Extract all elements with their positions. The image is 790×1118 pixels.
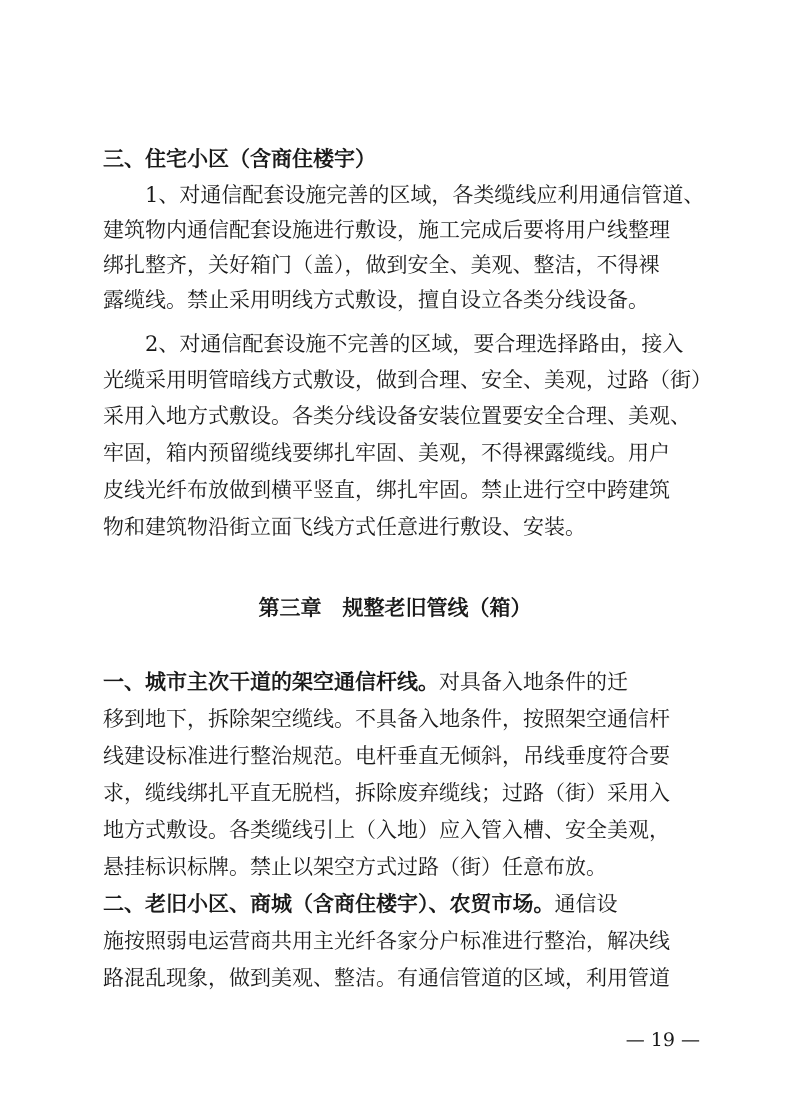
item-lead-rest: 通信设 (554, 892, 618, 916)
paragraph-line: 移到地下，拆除架空缆线。不具备入地条件，按照架空通信杆 (103, 707, 670, 731)
item-first-line (0, 669, 790, 695)
page-number: — 19 — (625, 1029, 700, 1051)
paragraph-line: 光缆采用明管暗线方式敷设，做到合理、安全、美观，过路（街） (103, 368, 712, 392)
paragraph-line: 悬挂标识标牌。禁止以架空方式过路（街）任意布放。 (103, 855, 607, 879)
item-lead-rest: 对具备入地条件的迁 (439, 670, 628, 694)
paragraph-line: 牢固，箱内预留缆线要绑扎牢固、美观，不得裸露缆线。用户 (103, 441, 670, 465)
paragraph-line: 露缆线。禁止采用明线方式敷设，擅自设立各类分线设备。 (103, 288, 649, 312)
item-first-line (0, 891, 790, 917)
paragraph-line: 2、对通信配套设施不完善的区域，要合理选择路由，接入 (145, 332, 684, 356)
paragraph-line: 地方式敷设。各类缆线引上（入地）应入管入槽、安全美观， (103, 818, 670, 842)
item-lead: 一、城市主次干道的架空通信杆线。 (103, 670, 439, 694)
paragraph-line: 1、对通信配套设施完善的区域，各类缆线应利用通信管道、 (145, 183, 705, 207)
paragraph-line: 绑扎整齐，关好箱门（盖），做到安全、美观、整洁，不得裸 (103, 253, 660, 277)
paragraph-line: 施按照弱电运营商共用主光纤各家分户标准进行整治，解决线 (103, 929, 670, 953)
paragraph-line: 线建设标准进行整治规范。电杆垂直无倾斜，吊线垂度符合要 (103, 744, 670, 768)
paragraph-line: 路混乱现象，做到美观、整洁。有通信管道的区域，利用管道 (103, 966, 670, 990)
paragraph-line: 皮线光纤布放做到横平竖直，绑扎牢固。禁止进行空中跨建筑 (103, 478, 670, 502)
paragraph-line: 采用入地方式敷设。各类分线设备安装位置要安全合理、美观、 (103, 404, 691, 428)
paragraph-line: 建筑物内通信配套设施进行敷设，施工完成后要将用户线整理 (103, 218, 670, 242)
paragraph-line: 求，缆线绑扎平直无脱档，拆除废弃缆线；过路（街）采用入 (103, 781, 670, 805)
item-lead: 二、老旧小区、商城（含商住楼宇）、农贸市场。 (103, 892, 555, 916)
paragraph-line: 物和建筑物沿街立面飞线方式任意进行敷设、安装。 (103, 515, 586, 539)
chapter-title: 第三章 规整老旧管线（箱） (258, 596, 532, 620)
section-heading: 三、住宅小区（含商住楼宇） (103, 147, 376, 171)
